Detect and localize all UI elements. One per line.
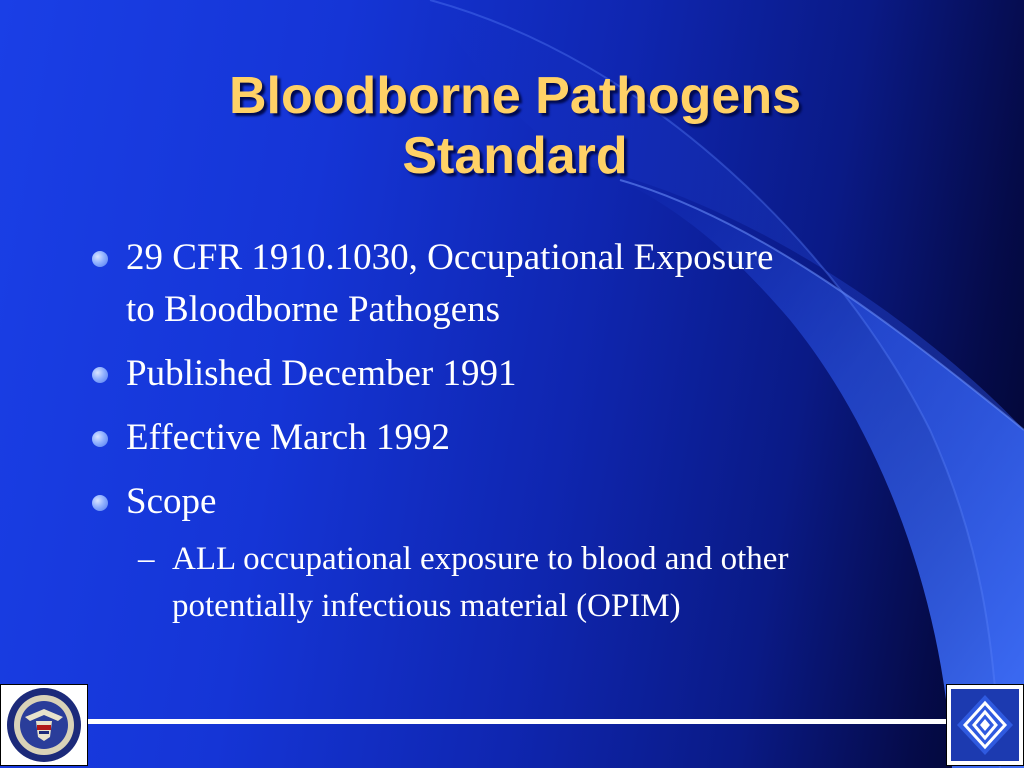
bullet-dot-icon (92, 495, 108, 511)
bullet-dot-icon (92, 431, 108, 447)
sub-bullet-item (90, 536, 940, 630)
bullet-dot-icon (92, 367, 108, 383)
sub-bullet-text-line1: ALL occupational exposure to blood and other (172, 541, 789, 577)
sub-bullet-dash: – (138, 541, 155, 577)
diamond-emblem-icon (946, 684, 1024, 766)
slide-title (80, 66, 950, 186)
bullet-text-line2: to Bloodborne Pathogens (126, 289, 501, 330)
bullet-list (90, 232, 940, 630)
bullet-text-line1: 29 CFR 1910.1030, Occupational Exposure (126, 237, 774, 278)
sub-bullet-text-line2: potentially infectious material (OPIM) (172, 588, 681, 624)
bullet-item (90, 348, 940, 400)
bullet-text: Scope (126, 481, 217, 522)
slide-title-line2: Standard (402, 127, 628, 185)
department-seal-icon (0, 684, 88, 766)
bullet-text: Published December 1991 (126, 353, 517, 394)
bullet-item (90, 412, 940, 464)
slide-title-line1: Bloodborne Pathogens (229, 67, 801, 125)
footer-divider (88, 719, 948, 724)
bullet-item (90, 476, 940, 528)
bullet-dot-icon (92, 251, 108, 267)
bullet-item (90, 232, 940, 336)
bullet-text: Effective March 1992 (126, 417, 450, 458)
